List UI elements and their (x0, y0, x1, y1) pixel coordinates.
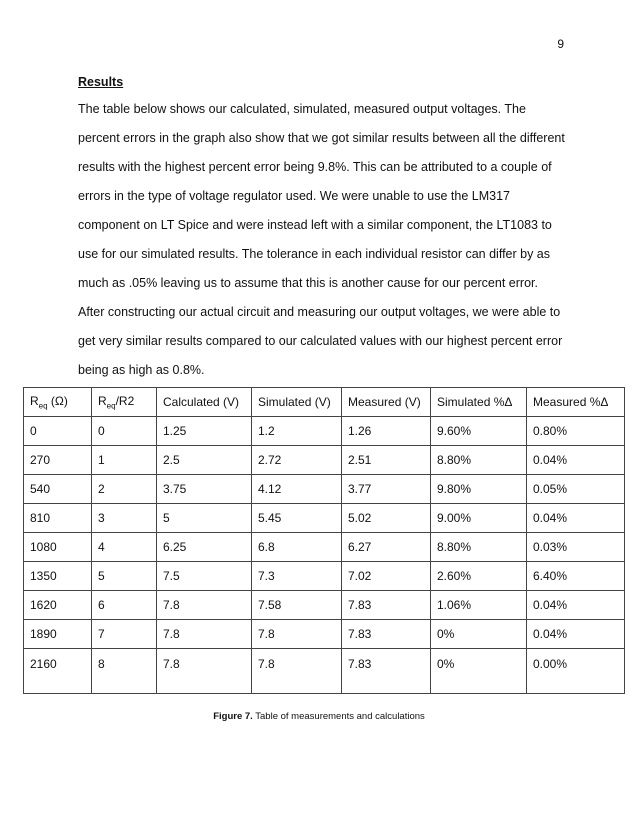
paragraph-line: much as .05% leaving us to assume that this is another cause for our percent error. (78, 276, 538, 290)
table-cell: 3.75 (157, 475, 252, 504)
table-cell: 0.00% (527, 649, 625, 694)
table-cell: 7.8 (157, 620, 252, 649)
table-header-row (24, 388, 625, 417)
table-cell: 6.27 (342, 533, 431, 562)
table-row (24, 591, 625, 620)
table-cell: 1.2 (252, 417, 342, 446)
table-cell: 8 (92, 649, 157, 694)
paragraph-line: being as high as 0.8%. (78, 363, 205, 377)
section-heading: Results (78, 75, 124, 89)
table-cell: 810 (24, 504, 92, 533)
table-cell: 7.3 (252, 562, 342, 591)
paragraph-line: use for our simulated results. The tolerance in each individual resistor can differ by as (78, 247, 551, 261)
table-cell: 5.45 (252, 504, 342, 533)
table-cell: 0.80% (527, 417, 625, 446)
figure-caption (0, 711, 638, 722)
table-cell: 7.5 (157, 562, 252, 591)
table-cell: 8.80% (431, 446, 527, 475)
table-cell: 1.06% (431, 591, 527, 620)
table-cell: 7 (92, 620, 157, 649)
table-cell: 2.5 (157, 446, 252, 475)
paragraph-line: get very similar results compared to our calculated values with our highest percent error (78, 334, 563, 348)
table-cell: 5.02 (342, 504, 431, 533)
table-cell: 0.05% (527, 475, 625, 504)
table-cell: 9.60% (431, 417, 527, 446)
paragraph-line: results with the highest percent error being 9.8%. This can be attributed to a couple of (78, 160, 552, 174)
table-cell: 5 (157, 504, 252, 533)
table-cell: 9.00% (431, 504, 527, 533)
table-cell: 2.72 (252, 446, 342, 475)
paragraph-line: component on LT Spice and were instead left with a similar component, the LT1083 to (78, 218, 552, 232)
figure-label: Figure 7. (213, 711, 253, 722)
table-cell: 5 (92, 562, 157, 591)
table-row (24, 620, 625, 649)
paragraph-line: The table below shows our calculated, simulated, measured output voltages. The (78, 102, 526, 116)
table-cell: 6 (92, 591, 157, 620)
table-cell: 2.60% (431, 562, 527, 591)
header-ratio: $R_{eq}/R2$ (92, 388, 157, 417)
table-cell: 0.03% (527, 533, 625, 562)
table-cell: 7.83 (342, 620, 431, 649)
table-cell: 7.02 (342, 562, 431, 591)
table-cell: 0.04% (527, 504, 625, 533)
table-cell: 540 (24, 475, 92, 504)
table-cell: 0% (431, 649, 527, 694)
paragraph-line: percent errors in the graph also show that we got similar results between all the different (78, 131, 565, 145)
table-row (24, 504, 625, 533)
table-cell: 6.8 (252, 533, 342, 562)
table-row (24, 562, 625, 591)
header-simulated: Simulated (V) (252, 388, 342, 417)
table-cell: 6.25 (157, 533, 252, 562)
table-cell: 7.83 (342, 591, 431, 620)
results-paragraph (78, 95, 578, 385)
table-cell: 2 (92, 475, 157, 504)
header-measured: Measured (V) (342, 388, 431, 417)
header-simulated-pct: Simulated %Δ (431, 388, 527, 417)
figure-caption-text: Table of measurements and calculations (252, 711, 425, 722)
measurements-table (23, 387, 625, 694)
paragraph-line: After constructing our actual circuit and measuring our output voltages, we were able to (78, 305, 561, 319)
table-cell: 0% (431, 620, 527, 649)
table-cell: 3 (92, 504, 157, 533)
table-cell: 7.8 (157, 591, 252, 620)
table-row (24, 475, 625, 504)
table-row (24, 417, 625, 446)
page-number: 9 (557, 37, 564, 51)
table-cell: 0.04% (527, 620, 625, 649)
table-cell: 1.26 (342, 417, 431, 446)
table-row (24, 649, 625, 694)
table-cell: 8.80% (431, 533, 527, 562)
table-cell: 1620 (24, 591, 92, 620)
table-cell: 0.04% (527, 591, 625, 620)
table-cell: 1890 (24, 620, 92, 649)
table-cell: 0.04% (527, 446, 625, 475)
table-cell: 7.8 (252, 620, 342, 649)
table-cell: 4 (92, 533, 157, 562)
table-cell: 1 (92, 446, 157, 475)
table-cell: 0 (24, 417, 92, 446)
table-cell: 1.25 (157, 417, 252, 446)
table-row (24, 446, 625, 475)
table-row (24, 533, 625, 562)
header-req: $R_{eq}$ (Ω) (24, 388, 92, 417)
table-cell: 270 (24, 446, 92, 475)
table-cell: 7.83 (342, 649, 431, 694)
table-cell: 7.58 (252, 591, 342, 620)
table-cell: 1080 (24, 533, 92, 562)
table-cell: 2160 (24, 649, 92, 694)
header-calculated: Calculated (V) (157, 388, 252, 417)
table-cell: 7.8 (252, 649, 342, 694)
table-cell: 0 (92, 417, 157, 446)
table-cell: 7.8 (157, 649, 252, 694)
table-cell: 9.80% (431, 475, 527, 504)
header-measured-pct: Measured %Δ (527, 388, 625, 417)
table-cell: 1350 (24, 562, 92, 591)
table-cell: 6.40% (527, 562, 625, 591)
table-cell: 4.12 (252, 475, 342, 504)
table-cell: 2.51 (342, 446, 431, 475)
table-cell: 3.77 (342, 475, 431, 504)
paragraph-line: errors in the type of voltage regulator used. We were unable to use the LM317 (78, 189, 510, 203)
